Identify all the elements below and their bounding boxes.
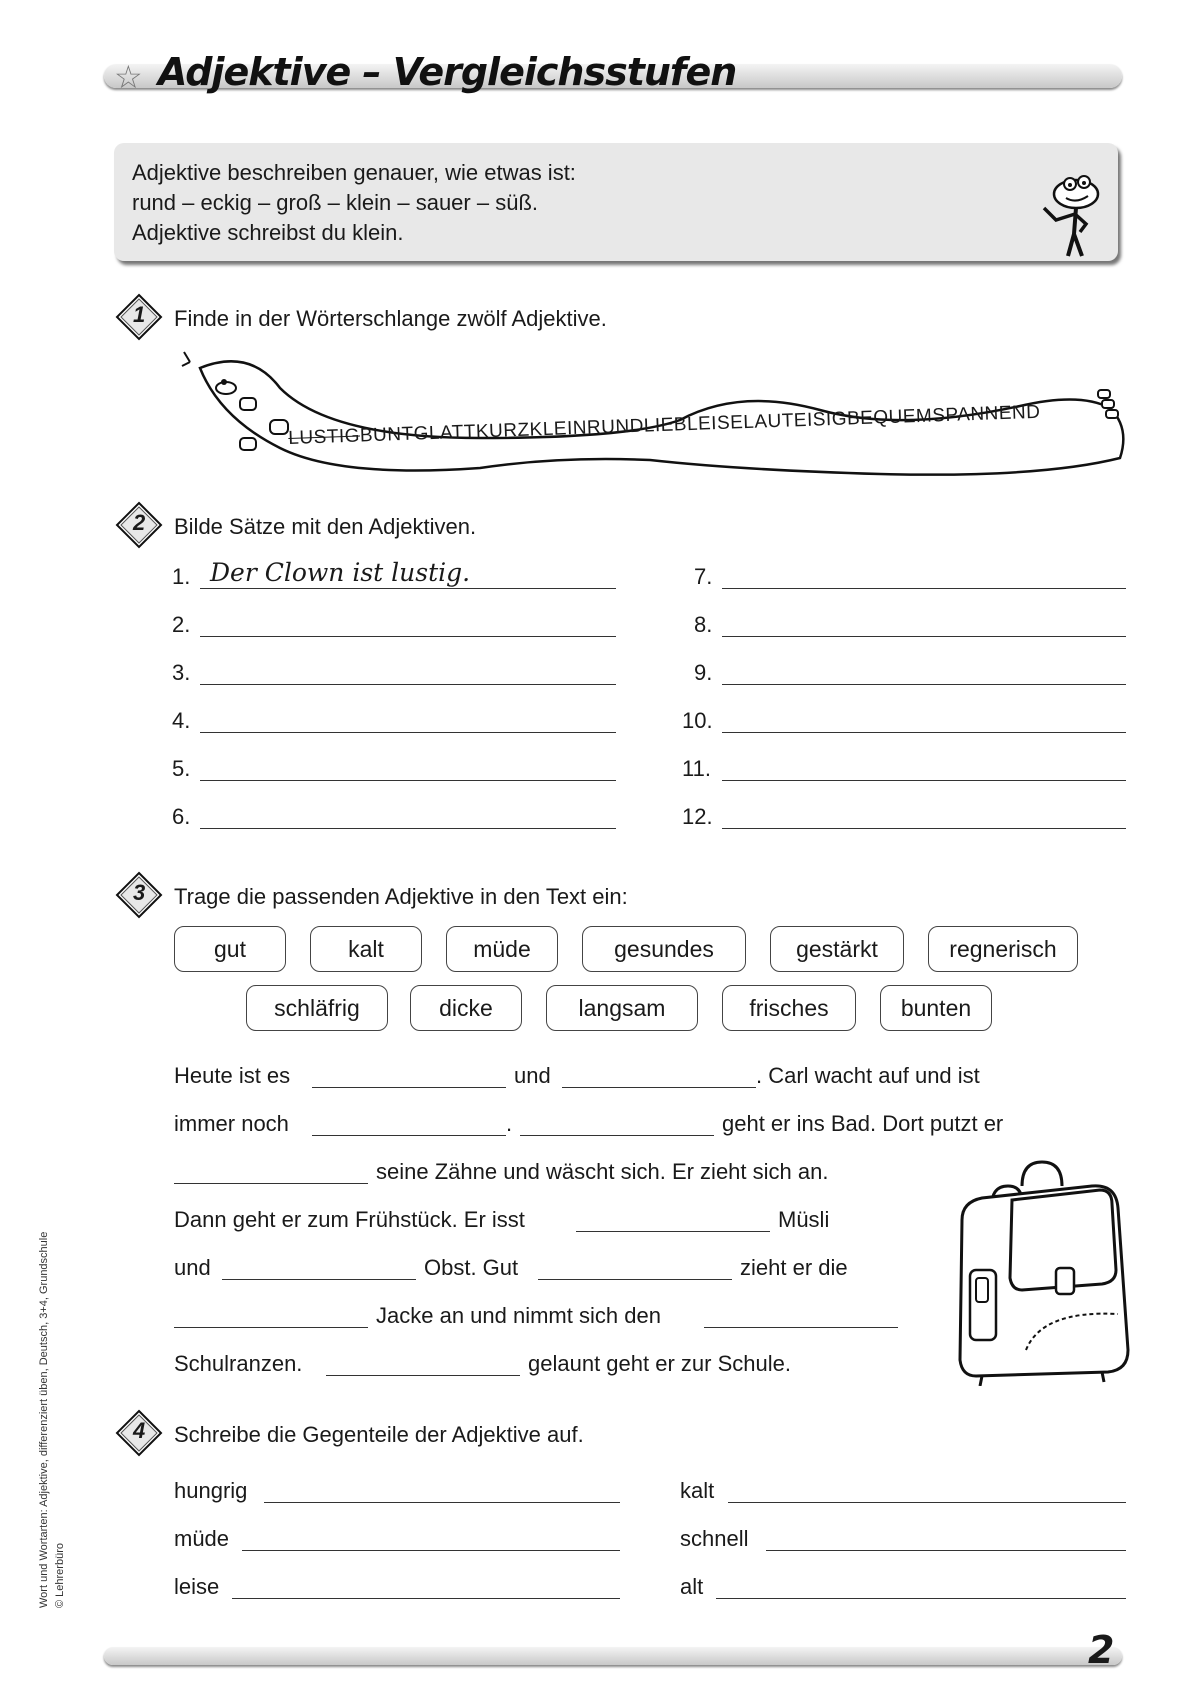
opposite-word: hungrig: [174, 1478, 248, 1503]
opposite-line[interactable]: [716, 1598, 1126, 1599]
cloze-blank[interactable]: [538, 1279, 732, 1280]
word-chip-muede[interactable]: müde: [446, 926, 558, 972]
sentence-number: 2.: [172, 612, 191, 637]
sentence-line[interactable]: [722, 780, 1126, 781]
cloze-blank[interactable]: [704, 1327, 898, 1328]
cloze-text: zieht er die: [740, 1255, 848, 1280]
sentence-line[interactable]: [722, 588, 1126, 589]
word-chip-gut[interactable]: gut: [174, 926, 286, 972]
star-icon: ☆: [114, 59, 143, 95]
task-1-number: 1: [133, 302, 146, 327]
task-2-label: Bilde Sätze mit den Adjektiven.: [174, 514, 477, 539]
sentence-line[interactable]: [722, 684, 1126, 685]
sentence-line[interactable]: [722, 636, 1126, 637]
opposite-word: leise: [174, 1574, 220, 1599]
example-sentence: Der Clown ist lustig.: [210, 558, 471, 587]
cloze-blank[interactable]: [174, 1327, 368, 1328]
task-2-number: 2: [133, 510, 146, 535]
cloze-text: seine Zähne und wäscht sich. Er zieht sich an.: [376, 1159, 829, 1184]
page-title: Adjektive – Vergleichsstufen: [158, 50, 737, 94]
task-4-label: Schreibe die Gegenteile der Adjektive auf.: [174, 1422, 584, 1447]
sentence-number: 1.: [172, 564, 191, 589]
word-chip-frisches[interactable]: frisches: [722, 985, 856, 1031]
task-4-number: 4: [133, 1418, 146, 1443]
sentence-number: 3.: [172, 660, 191, 685]
task-3-label: Trage die passenden Adjektive in den Text ein:: [174, 884, 628, 909]
opposite-word: alt: [680, 1574, 704, 1599]
sentence-number: 11.: [682, 756, 711, 781]
page-number: 2: [1088, 1628, 1115, 1672]
cloze-blank[interactable]: [562, 1087, 756, 1088]
cloze-blank[interactable]: [576, 1231, 770, 1232]
cloze-text: Obst. Gut: [424, 1255, 519, 1280]
cloze-blank[interactable]: [222, 1279, 416, 1280]
frog-mascot-icon: [1030, 172, 1110, 262]
cloze-text: Jacke an und nimmt sich den: [376, 1303, 661, 1328]
word-chip-gesundes[interactable]: gesundes: [582, 926, 746, 972]
sentence-number: 7.: [694, 564, 713, 589]
school-bag-illustration: [952, 1150, 1140, 1386]
sentence-number: 8.: [694, 612, 713, 637]
sentence-line[interactable]: [200, 732, 616, 733]
word-chip-kalt[interactable]: kalt: [310, 926, 422, 972]
cloze-text: Schulranzen.: [174, 1351, 303, 1376]
sentence-line[interactable]: [200, 636, 616, 637]
sentence-line[interactable]: [722, 732, 1126, 733]
opposite-word: kalt: [680, 1478, 715, 1503]
info-line-3: Adjektive schreibst du klein.: [132, 220, 404, 245]
sentence-number: 6.: [172, 804, 191, 829]
cloze-text: Müsli: [778, 1207, 830, 1232]
cloze-blank[interactable]: [312, 1135, 506, 1136]
task-1-label: Finde in der Wörterschlange zwölf Adjektive.: [174, 306, 607, 331]
cloze-text: Dann geht er zum Frühstück. Er isst: [174, 1207, 525, 1232]
sentence-line[interactable]: [200, 780, 616, 781]
task-3-number: 3: [133, 880, 146, 905]
snake-remaining-letters: BUNTGLATTKURZKLEINRUNDLIEBLEISELAUTEISIGBEQUEMSPANNEND: [359, 401, 1041, 447]
word-chip-regnerisch[interactable]: regnerisch: [928, 926, 1078, 972]
cloze-blank[interactable]: [312, 1087, 506, 1088]
opposite-line[interactable]: [728, 1502, 1126, 1503]
cloze-text: .: [506, 1111, 513, 1136]
sidebar-source: Wort und Wortarten: Adjektive, differenziert üben, Deutsch, 3+4, Grundschule: [38, 1231, 50, 1608]
sentence-number: 9.: [694, 660, 713, 685]
opposite-word: müde: [174, 1526, 230, 1551]
sentence-line[interactable]: [200, 828, 616, 829]
cloze-text: geht er ins Bad. Dort putzt er: [722, 1111, 1004, 1136]
opposite-word: schnell: [680, 1526, 749, 1551]
info-line-2: rund – eckig – groß – klein – sauer – süß.: [132, 190, 538, 215]
opposite-line[interactable]: [264, 1502, 620, 1503]
sentence-number: 4.: [172, 708, 191, 733]
sidebar-copyright: © Lehrerbüro: [54, 1543, 66, 1608]
sentence-line[interactable]: [200, 588, 616, 589]
cloze-text: Heute ist es: [174, 1063, 291, 1088]
opposite-line[interactable]: [242, 1550, 620, 1551]
sentence-number: 12.: [682, 804, 713, 829]
word-chip-gestaerkt[interactable]: gestärkt: [770, 926, 904, 972]
snake-struck-word: LUSTIG: [288, 425, 361, 449]
sentence-number: 5.: [172, 756, 191, 781]
sentence-line[interactable]: [722, 828, 1126, 829]
cloze-text: und: [174, 1255, 211, 1280]
word-chip-dicke[interactable]: dicke: [410, 985, 522, 1031]
sentence-number: 10.: [682, 708, 713, 733]
cloze-text: und: [514, 1063, 551, 1088]
cloze-text: immer noch: [174, 1111, 289, 1136]
opposite-line[interactable]: [766, 1550, 1126, 1551]
info-line-1: Adjektive beschreiben genauer, wie etwas ist:: [132, 160, 576, 185]
footer-bar: [104, 1647, 1122, 1665]
cloze-text: . Carl wacht auf und ist: [756, 1063, 980, 1088]
word-chip-bunten[interactable]: bunten: [880, 985, 992, 1031]
cloze-blank[interactable]: [174, 1183, 368, 1184]
cloze-blank[interactable]: [520, 1135, 714, 1136]
opposite-line[interactable]: [232, 1598, 620, 1599]
cloze-blank[interactable]: [326, 1375, 520, 1376]
cloze-text: gelaunt geht er zur Schule.: [528, 1351, 791, 1376]
word-chip-langsam[interactable]: langsam: [546, 985, 698, 1031]
sentence-line[interactable]: [200, 684, 616, 685]
word-chip-schlaefrig[interactable]: schläfrig: [246, 985, 388, 1031]
